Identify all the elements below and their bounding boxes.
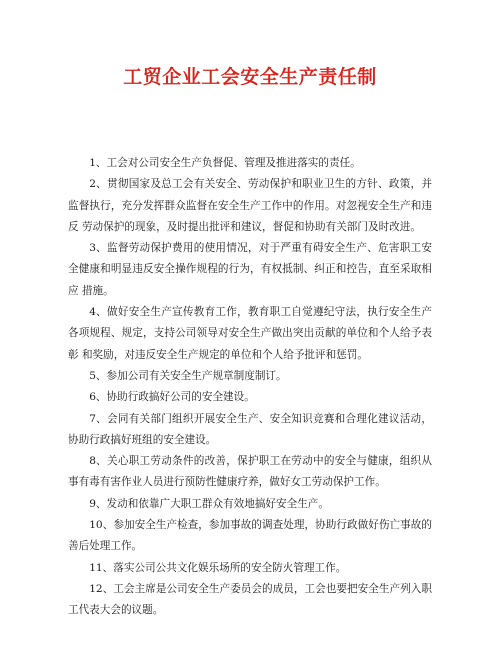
clause-12: 12、工会主席是公司安全生产委员会的成员，工会也要把安全生产列入职 工代表大会的议题。 xyxy=(68,582,432,617)
clause-9: 9、发动和依靠广大职工群众有效地搞好安全生产。 xyxy=(89,497,329,510)
clause-6: 6、协助行政搞好公司的安全建设。 xyxy=(89,391,255,404)
clause-7: 7、会同有关部门组织开展安全生产、安全知识竞赛和合理化建议活动， 协助行政搞好班组的安全建设。 xyxy=(68,412,432,446)
clause-8: 8、关心职工劳动条件的改善，保护职工在劳动中的安全与健康，组织从 事有毒有害作业人员进行预防性健康疗养，做好女工劳动保护工作。 xyxy=(68,455,432,489)
clause-10: 10、参加安全生产检查，参加事故的调查处理，协助行政做好伤亡事故的 善后处理工作。 xyxy=(68,519,432,553)
clause-5: 5、参加公司有关安全生产规章制度制订。 xyxy=(89,369,287,382)
clause-3: 3、监督劳动保护费用的使用情况，对于严重有碍安全生产、危害职工安 全健康和明显违反安全操作规程的行为，有权抵制、纠正和控告，直至采取相应 措施。 xyxy=(68,242,432,297)
clause-4: 4、做好安全生产宣传教育工作，教育职工自觉遵纪守法，执行安全生产 各项规程、规定，支持公司领导对安全生产做出突出贡献的单位和个人给予表彰 和奖励，对违反安全生产规定的单位和个人给予批评和惩罚。 xyxy=(68,306,432,361)
document-body xyxy=(68,153,432,622)
clause-2: 2、贯彻国家及总工会有关安全、劳动保护和职业卫生的方针、政策，并 监督执行，充分发挥群众监督在安全生产工作中的作用。对忽视安全生产和违反 劳动保护的现象，及时提出批评和建议，督促和协助有关部门及时改进。 xyxy=(68,178,432,233)
clause-1: 1、工会对公司安全生产负督促、管理及推进落实的责任。 xyxy=(89,157,361,169)
clause-11: 11、落实公司公共文化娱乐场所的安全防火管理工作。 xyxy=(89,561,347,574)
document-title: 工贸企业工会安全生产责任制 xyxy=(123,66,377,88)
